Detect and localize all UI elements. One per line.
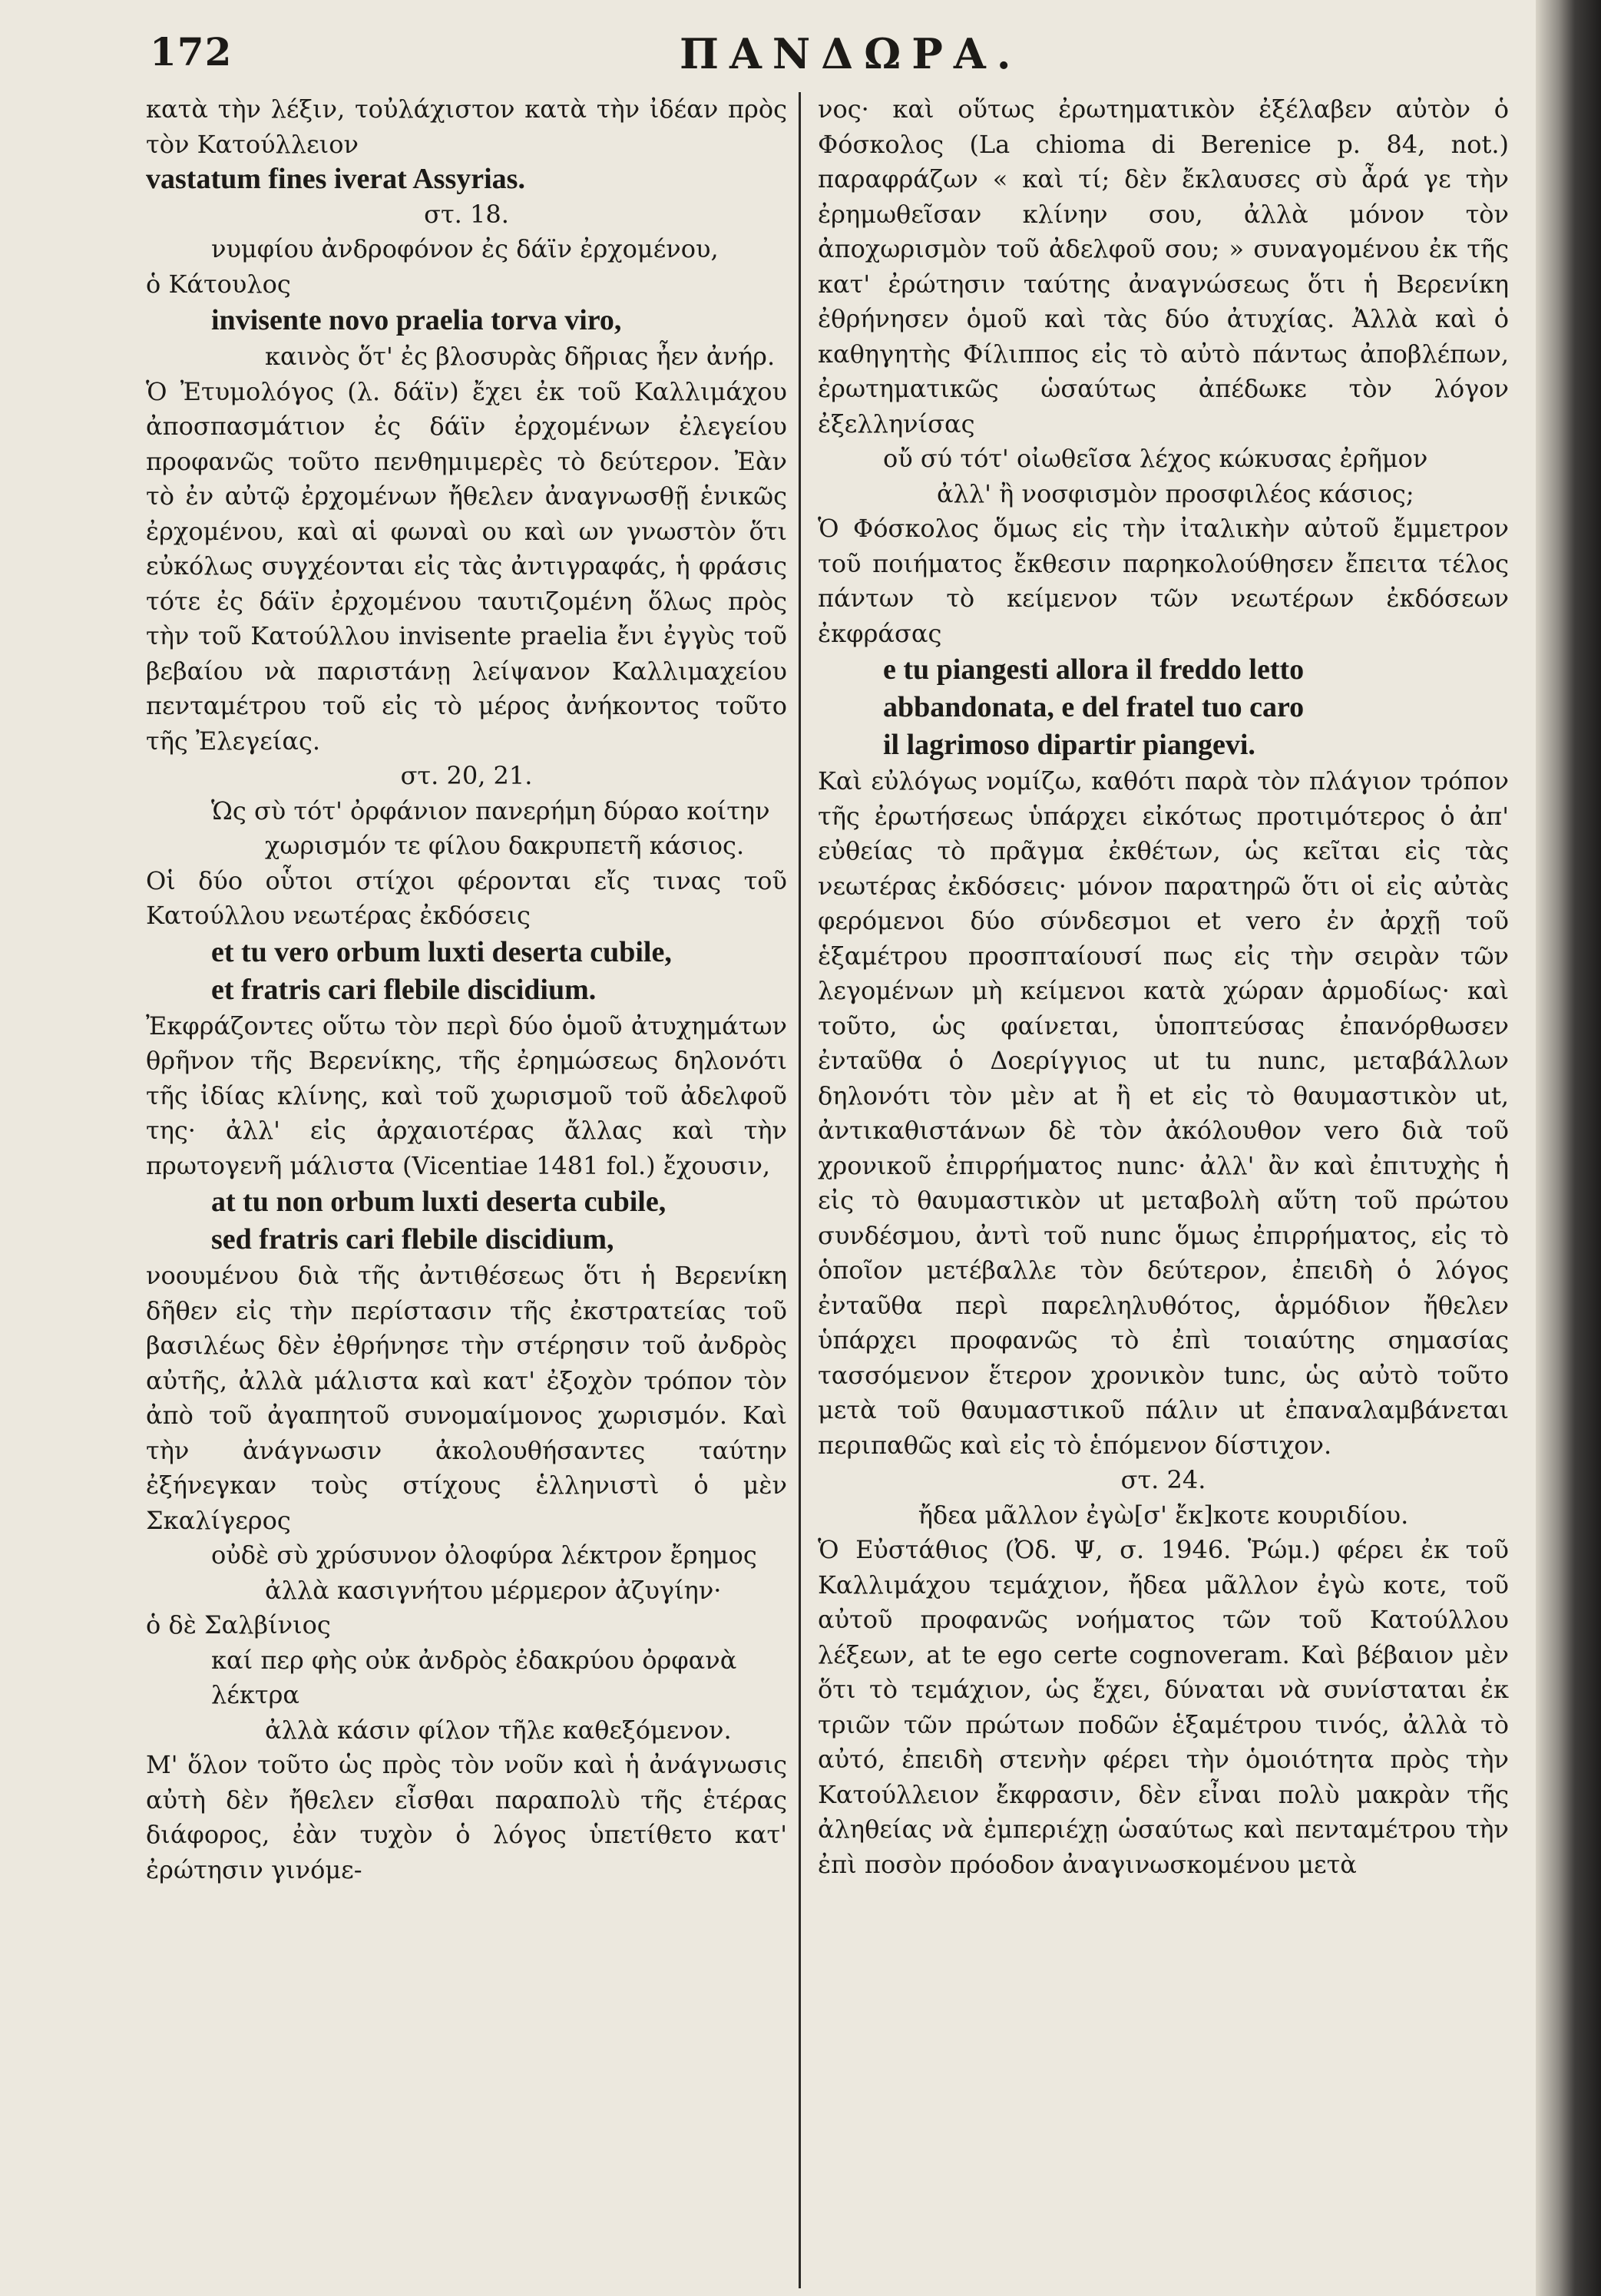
latin-quote: vastatum fines iverat Assyrias. (146, 163, 525, 195)
italian-verse: abbandonata, e del fratel tuo caro (883, 691, 1305, 723)
page-header (150, 29, 1540, 83)
book-binding-edge (1536, 0, 1601, 2296)
left-column (146, 92, 787, 2288)
running-title: ΠΑΝΔΩΡΑ. (680, 29, 1022, 78)
greek-verse: ἀλλὰ κάσιν φίλον τῆλε καθεξόμενον. (265, 1715, 732, 1745)
greek-verse: οὐδὲ σὺ χρύσυνον ὀλοφύρα λέκτρον ἔρημος (211, 1540, 757, 1570)
paragraph: Οἱ δύο οὗτοι στίχοι φέρονται εἴς τινας τοῦ Κατούλλου νεωτέρας ἐκδόσεις (146, 865, 787, 930)
text-line: ὁ Κάτουλος (146, 269, 291, 299)
paragraph: Ὁ Φόσκολος ὅμως εἰς τὴν ἰταλικὴν αὐτοῦ ἔμμετρον τοῦ ποιήματος ἔκθεσιν παρηκολούθησεν ἔπειτα τέλος πάντων τὸ κείμενον τῶν νεωτέρων ἐκδόσεων ἐκφράσας (818, 514, 1509, 648)
latin-verse: et fratris cari flebile discidium. (211, 973, 597, 1006)
greek-verse: ἀλλὰ κασιγνήτου μέρμερον ἀζυγίην· (265, 1575, 722, 1605)
greek-verse: ἤδεα μᾶλλον ἐγὼ[σ' ἔκ]κοτε κουριδίου. (918, 1500, 1409, 1530)
section-heading: στ. 20, 21. (400, 761, 533, 790)
right-column (818, 92, 1509, 2288)
greek-verse: καινὸς ὅτ' ἐς βλοσυρὰς δῆριας ἦεν ἀνήρ. (265, 342, 776, 371)
italian-verse: e tu piangesti allora il freddo letto (883, 653, 1305, 686)
greek-verse: οὔ σύ τότ' οἰωθεῖσα λέχος κώκυσας ἐρῆμον (883, 444, 1428, 473)
column-divider (799, 92, 801, 2288)
paragraph: νοουμένου διὰ τῆς ἀντιθέσεως ὅτι ἡ Βερενίκη δῆθεν εἰς τὴν περίστασιν τῆς ἐκστρατείας τοῦ βασιλέως δὲν ἐθρήνησε τὴν στέρησιν τοῦ ἀνδρὸς αὐτῆς, ἀλλὰ μάλιστα καὶ κατ' ἐξοχὸν τρόπον τὸν ἀπὸ τοῦ ἀγαπητοῦ συνομαίμονος χωρισμόν. Καὶ τὴν ἀνάγνωσιν ἀκολουθήσαντες ταύτην ἐξήνεγκαν τοὺς στίχους ἑλληνιστὶ ὁ μὲν Σκαλίγερος (146, 1261, 787, 1535)
greek-verse: Ὡς σὺ τότ' ὀρφάνιον πανερήμη δύραο κοίτην (211, 796, 770, 825)
text-line: ὁ δὲ Σαλβίνιος (146, 1610, 331, 1639)
greek-verse: ἀλλ' ἢ νοσφισμὸν προσφιλέος κάσιος; (937, 478, 1414, 508)
paragraph: κατὰ τὴν λέξιν, τοὐλάχιστον κατὰ τὴν ἰδέαν πρὸς τὸν Κατούλλειον (146, 94, 787, 159)
section-heading: στ. 24. (1120, 1465, 1206, 1494)
section-heading: στ. 18. (424, 199, 509, 229)
paragraph: Μ' ὅλον τοῦτο ὡς πρὸς τὸν νοῦν καὶ ἡ ἀνάγνωσις αὐτὴ δὲν ἤθελεν εἶσθαι παραπολὺ τῆς ἑτέρας διάφορος, ἐὰν τυχὸν ὁ λόγος ὑπετίθετο κατ' ἐρώτησιν γινόμε- (146, 1750, 787, 1884)
greek-verse: νυμφίου ἀνδροφόνον ἐς δάϊν ἐρχομένου, (211, 234, 719, 263)
latin-verse: invisente novo praelia torva viro, (211, 304, 622, 336)
paragraph: Ἐκφράζοντες οὕτω τὸν περὶ δύο ὁμοῦ ἀτυχημάτων θρῆνον τῆς Βερενίκης, τῆς ἐρημώσεως δηλονότι τῆς ἰδίας κλίνης, καὶ τοῦ χωρισμοῦ τοῦ ἀδελφοῦ της· ἀλλ' εἰς ἀρχαιοτέρας ἄλλας καὶ τὴν πρωτογενῆ μάλιστα (Vicentiae 1481 fol.) ἔχουσιν, (146, 1011, 787, 1180)
page-number: 172 (150, 29, 233, 74)
paragraph: νος· καὶ οὕτως ἐρωτηματικὸν ἐξέλαβεν αὐτὸν ὁ Φόσκολος (La chioma di Berenice p. 84, not.) παραφράζων « καὶ τί; δὲν ἔκλαυσες σὺ ἆρά γε τὴν ἐρημωθεῖσαν κλίνην σου, ἀλλὰ μόνον τὸν ἀποχωρισμὸν τοῦ ἀδελφοῦ σου; » συναγομένου ἐκ τῆς κατ' ἐρώτησιν ταύτης ἀναγνώσεως ὅτι ἡ Βερενίκη ἐθρήνησεν ὁμοῦ καὶ τὰς δύο ἀτυχίας. Ἀλλὰ καὶ ὁ καθηγητὴς Φίλιππος εἰς τὸ αὐτὸ πάντως ἀποβλέπων, ἐρωτηματικῶς ὡσαύτως ἀπέδωκε τὸν λόγον ἐξελληνίσας (818, 94, 1509, 438)
paragraph: Καὶ εὐλόγως νομίζω, καθότι παρὰ τὸν πλάγιον τρόπον τῆς ἐρωτήσεως ὑπάρχει εἰκότως προτιμότερος ὁ ἀπ' εὐθείας τὸ πρᾶγμα ἐκθέτων, ὡς κεῖται εἰς τὰς νεωτέρας ἐκδόσεις· μόνον παρατηρῶ ὅτι οἱ εἰς αὐτὰς φερόμενοι δύο σύνδεσμοι et vero ἐν ἀρχῇ τοῦ ἑξαμέτρου προσπταίουσί πως εἰς τὴν σειρὰν τῶν λεγομένων μὴ κείμενοι κατὰ χώραν ἁρμοδίως· καὶ τοῦτο, ὡς φαίνεται, ὑποπτεύσας ἐπανόρθωσεν ἐνταῦθα ὁ Δοερίγγιος ut tu nunc, μεταβάλλων δηλονότι τὸν μὲν at ἢ et εἰς τὸ θαυμαστικὸν ut, ἀντικαθιστάνων δὲ τὸν ἀκόλουθον vero διὰ τοῦ χρονικοῦ ἐπιρρήματος nunc· ἀλλ' ἂν καὶ ἐπιτυχὴς ἡ εἰς τὸ θαυμαστικὸν ut μεταβολὴ αὕτη τοῦ πρώτου συνδέσμου, ἀντὶ τοῦ nunc ὅμως ἐπιρρήματος, εἰς τὸ ὁποῖον μετέβαλλε τὸν δεύτερον, ἐπειδὴ ὁ λόγος ἐνταῦθα περὶ παρεληλυθότος, ἁρμόδιον ἤθελεν ὑπάρχει προφανῶς τὸ ἐπὶ τοιαύτης σημασίας τασσόμενον ἕτερον χρονικὸν tunc, ὡς αὐτὸ τοῦτο μετὰ τοῦ θαυμαστικοῦ πάλιν ut ἐπαναλαμβάνεται περιπαθῶς καὶ εἰς τὸ ἑπόμενον δίστιχον. (818, 766, 1510, 1460)
greek-verse: χωρισμόν τε φίλου δακρυπετῆ κάσιος. (265, 831, 745, 860)
paragraph: Ὁ Εὐστάθιος (Ὀδ. Ψ, σ. 1946. Ῥώμ.) φέρει ἐκ τοῦ Καλλιμάχου τεμάχιον, ἤδεα μᾶλλον ἐγὼ κοτε, τοῦ αὐτοῦ προφανῶς νοήματος τῶν τοῦ Κατούλλου λέξεων, at te ego certe cognoveram. Καὶ βέβαιον μὲν ὅτι τὸ τεμάχιον, ὡς ἔχει, δύναται νὰ συνίσταται ἐκ τριῶν τῶν πρώτων ποδῶν ἑξαμέτρου τινός, ἀλλὰ τὸ αὐτό, ἐπειδὴ στενὴν φέρει τὴν ὁμοιότητα πρὸς τὴν Κατούλλειον ἔκφρασιν, δὲν εἶναι πολὺ μακρὰν τῆς ἀληθείας νὰ ἐμπεριέχῃ ὡσαύτως καὶ πενταμέτρου τὴν ἐπὶ ποσὸν πρόοδον ἀναγινωσκομένου μετὰ (818, 1535, 1509, 1879)
italian-verse: il lagrimoso dipartir piangevi. (883, 729, 1255, 761)
latin-verse: et tu vero orbum luxti deserta cubile, (211, 935, 672, 968)
latin-verse: at tu non orbum luxti deserta cubile, (211, 1186, 667, 1218)
latin-verse: sed fratris cari flebile discidium, (211, 1223, 614, 1256)
greek-verse: καί περ φὴς οὐκ ἀνδρὸς ἐδακρύου ὀρφανὰ λέκτρα (211, 1645, 737, 1709)
paragraph: Ὁ Ἐτυμολόγος (λ. δάϊν) ἔχει ἐκ τοῦ Καλλιμάχου ἀποσπασμάτιον ἐς δάϊν ἐρχομένων ἐλεγείου προφανῶς τοῦτο πενθημιμερὲς τὸ δεύτερον. Ἐὰν τὸ ἐν αὐτῷ ἐρχομένων ἤθελεν ἀναγνωσθῇ ἑνικῶς ἐρχομένου, καὶ αἱ φωναὶ ου καὶ ων γνωστὸν ὅτι εὐκόλως συγχέονται εἰς τὰς ἀντιγραφάς, ἡ φράσις τότε ἐς δάϊν ἐρχομένου ταυτιζομένη ὅλως πρὸς τὴν τοῦ Κατούλλου invisente praelia ἔνι ἐγγὺς τοῦ βεβαίου νὰ παριστάνῃ λείψανον Καλλιμαχείου πενταμέτρου τοῦ εἰς τὸ μέρος ἀνήκοντος τοῦτο τῆς Ἐλεγείας. (146, 376, 787, 756)
